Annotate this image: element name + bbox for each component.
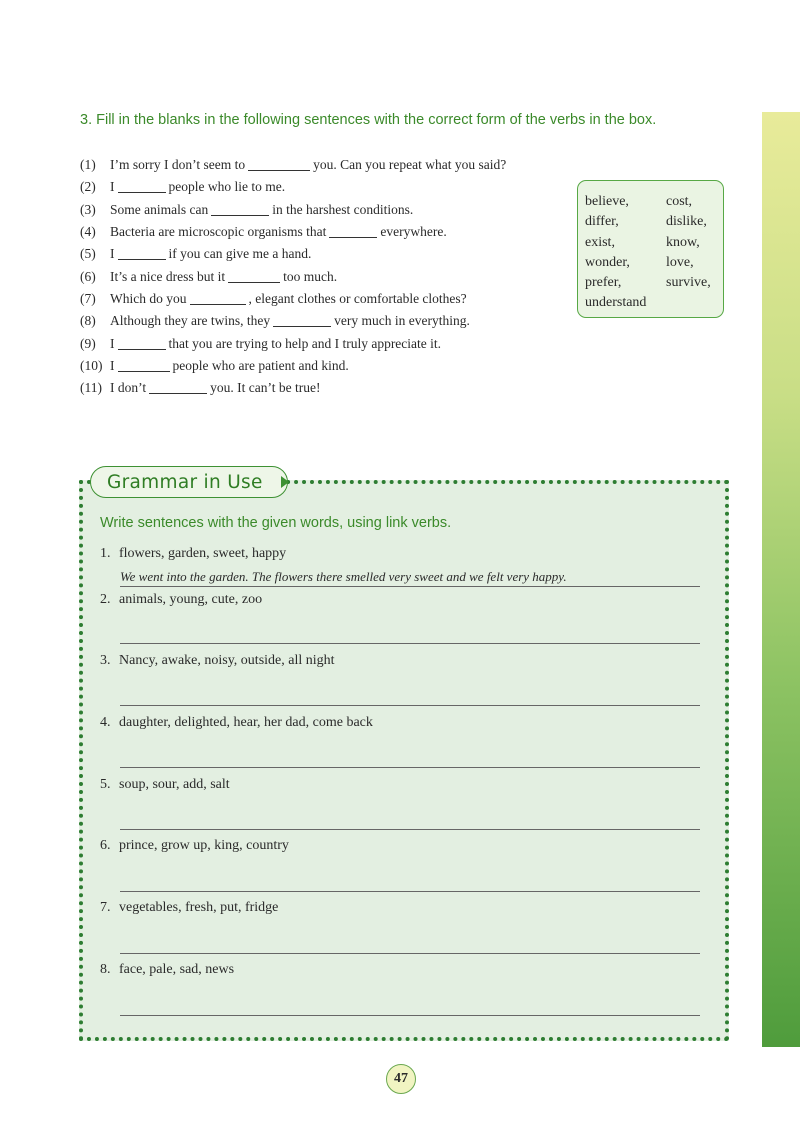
word-box-item: dislike,	[666, 214, 707, 230]
sentence-number: (7)	[80, 290, 96, 306]
sentence-number: (1)	[80, 157, 96, 173]
sentence-number: (4)	[80, 224, 96, 240]
blank-field[interactable]	[118, 338, 166, 350]
item-prompt: face, pale, sad, news	[119, 962, 235, 977]
sentence-text-after: in the harshest conditions.	[272, 201, 414, 217]
grammar-item	[100, 546, 700, 584]
answer-line[interactable]	[120, 767, 700, 768]
sentence-text-before: Bacteria are microscopic organisms that	[110, 224, 327, 240]
blank-field[interactable]	[118, 360, 170, 372]
item-number: 4.	[100, 715, 111, 730]
exercise-3-title: 3. Fill in the blanks in the following sentences with the correct form of the verbs in the box.	[80, 112, 657, 128]
item-prompt: vegetables, fresh, put, fridge	[119, 900, 279, 915]
grammar-tab-label: Grammar in Use	[107, 471, 263, 493]
sentence-row	[80, 243, 570, 265]
sentence-number: (2)	[80, 179, 96, 195]
sentence-row	[80, 221, 570, 243]
grammar-item	[100, 653, 700, 669]
sentence-row	[80, 310, 570, 332]
sentence-text-before: Although they are twins, they	[110, 313, 271, 329]
sentence-text-after: people who are patient and kind.	[172, 357, 349, 373]
sentence-text-before: Which do you	[110, 290, 187, 306]
item-number: 3.	[100, 653, 111, 668]
sentence-text-after: if you can give me a hand.	[168, 246, 312, 262]
sentence-text-before: I’m sorry I don’t seem to	[110, 157, 246, 173]
answer-line[interactable]	[120, 891, 700, 892]
answer-line[interactable]	[120, 586, 700, 587]
word-box-item: wonder,	[585, 254, 630, 270]
grammar-item	[100, 592, 700, 608]
blank-field[interactable]	[118, 248, 166, 260]
verb-word-box	[577, 180, 724, 318]
sentence-row	[80, 265, 570, 287]
blank-field[interactable]	[118, 181, 166, 193]
sentence-row	[80, 154, 570, 176]
sentence-row	[80, 288, 570, 310]
tab-arrow-icon	[281, 476, 289, 488]
sentence-text-before: Some animals can	[110, 201, 209, 217]
item-prompt: soup, sour, add, salt	[119, 777, 230, 792]
sentence-text-before: I	[110, 357, 115, 373]
blank-field[interactable]	[273, 315, 331, 327]
sentence-text-before: I	[110, 179, 115, 195]
item-number: 6.	[100, 838, 111, 853]
page-number: 47	[386, 1064, 416, 1094]
item-number: 5.	[100, 777, 111, 792]
item-number: 7.	[100, 900, 111, 915]
grammar-item	[100, 715, 700, 731]
sentence-row	[80, 199, 570, 221]
sentence-number: (8)	[80, 313, 96, 329]
item-prompt: Nancy, awake, noisy, outside, all night	[119, 653, 335, 668]
blank-field[interactable]	[149, 382, 207, 394]
word-box-item: survive,	[666, 275, 711, 291]
word-box-item: differ,	[585, 214, 619, 230]
blank-field[interactable]	[228, 271, 280, 283]
answer-line[interactable]	[120, 1015, 700, 1016]
sentence-text-before: I don’t	[110, 380, 147, 396]
sentence-text-after: you. Can you repeat what you said?	[313, 157, 507, 173]
blank-field[interactable]	[190, 293, 246, 305]
grammar-in-use-tab	[90, 466, 288, 498]
grammar-item	[100, 962, 700, 978]
side-color-band	[762, 112, 800, 1047]
sentence-number: (3)	[80, 201, 96, 217]
word-box-item: believe,	[585, 194, 629, 209]
word-box-item: love,	[666, 254, 694, 270]
blank-field[interactable]	[329, 226, 377, 238]
grammar-item	[100, 777, 700, 793]
answer-line[interactable]	[120, 953, 700, 954]
blank-field[interactable]	[211, 204, 269, 216]
item-number: 2.	[100, 592, 111, 607]
sentence-list	[80, 154, 570, 399]
sentence-row	[80, 355, 570, 377]
grammar-item	[100, 838, 700, 854]
sentence-number: (9)	[80, 335, 96, 351]
sentence-text-after: , elegant clothes or comfortable clothes?	[248, 290, 467, 306]
sentence-number: (6)	[80, 268, 96, 284]
item-prompt: animals, young, cute, zoo	[119, 592, 263, 607]
answer-line[interactable]	[120, 705, 700, 706]
blank-field[interactable]	[248, 159, 310, 171]
example-answer: We went into the garden. The flowers there smelled very sweet and we felt very happy.	[120, 569, 567, 584]
item-prompt: daughter, delighted, hear, her dad, come back	[119, 715, 373, 730]
item-prompt: prince, grow up, king, country	[119, 838, 289, 853]
item-number: 8.	[100, 962, 111, 977]
word-box-item: prefer,	[585, 275, 622, 291]
item-number: 1.	[100, 546, 111, 561]
sentence-text-after: very much in everything.	[334, 313, 470, 329]
sentence-number: (10)	[80, 357, 103, 373]
sentence-text-before: I	[110, 246, 115, 262]
sentence-row	[80, 176, 570, 198]
grammar-item	[100, 900, 700, 916]
sentence-row	[80, 377, 570, 399]
item-prompt: flowers, garden, sweet, happy	[119, 546, 287, 561]
grammar-instruction: Write sentences with the given words, using link verbs.	[100, 515, 452, 531]
sentence-text-before: I	[110, 335, 115, 351]
answer-line[interactable]	[120, 829, 700, 830]
word-box-item: cost,	[666, 194, 693, 209]
sentence-text-before: It’s a nice dress but it	[110, 268, 226, 284]
sentence-row	[80, 332, 570, 354]
sentence-number: (5)	[80, 246, 96, 262]
answer-line[interactable]	[120, 643, 700, 644]
sentence-text-after: that you are trying to help and I truly appreciate it.	[168, 335, 442, 351]
grammar-in-use-panel	[79, 480, 729, 1041]
word-box-item: exist,	[585, 234, 615, 250]
word-box-item: understand	[585, 295, 647, 311]
sentence-text-after: too much.	[283, 268, 338, 284]
sentence-text-after: people who lie to me.	[168, 179, 286, 195]
sentence-text-after: you. It can’t be true!	[210, 380, 321, 396]
word-box-item: know,	[666, 234, 700, 250]
sentence-number: (11)	[80, 380, 102, 396]
sentence-text-after: everywhere.	[380, 224, 447, 240]
